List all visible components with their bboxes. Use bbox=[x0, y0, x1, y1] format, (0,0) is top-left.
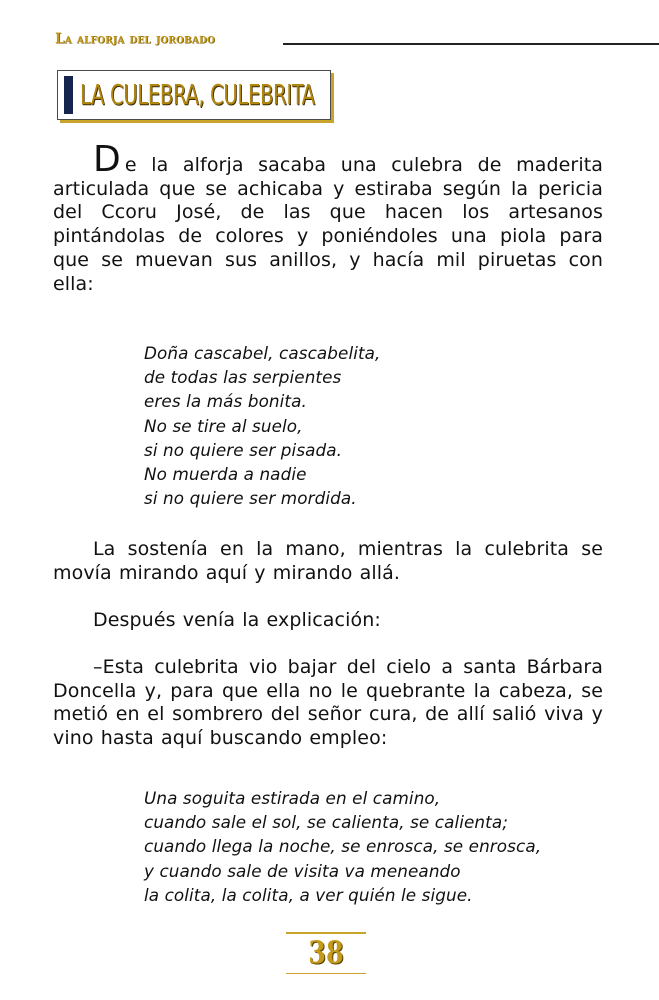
running-header bbox=[55, 28, 659, 52]
verse-line: y cuando sale de visita va meneando bbox=[144, 860, 461, 881]
drop-cap: D bbox=[93, 139, 121, 180]
verse-line: Doña cascabel, cascabelita, bbox=[144, 343, 381, 363]
section-heading-box bbox=[57, 70, 331, 120]
page-number-rule-top bbox=[286, 932, 366, 934]
verse-line: eres la más bonita. bbox=[144, 391, 307, 412]
verse-line: cuando sale el sol, se calienta, se calienta; bbox=[144, 812, 508, 833]
page-number: 38 bbox=[308, 935, 344, 971]
paragraph-1 bbox=[53, 139, 603, 296]
verse-line: si no quiere ser mordida. bbox=[144, 488, 357, 509]
section-title: LA CULEBRA, CULEBRITA bbox=[80, 78, 315, 111]
verse-line: No muerda a nadie bbox=[144, 464, 307, 485]
verse-line: No se tire al suelo, bbox=[144, 415, 303, 436]
verse-1 bbox=[144, 341, 380, 510]
verse-line: Una soguita estirada en el camino, bbox=[144, 788, 441, 808]
verse-line: si no quiere ser pisada. bbox=[144, 439, 343, 460]
section-heading-bar bbox=[64, 76, 73, 114]
page-number-rule-bottom bbox=[286, 973, 366, 975]
verse-line: la colita, la colita, a ver quién le sigue. bbox=[144, 884, 473, 905]
paragraph-1-text: e la alforja sacaba una culebra de maderita articulada que se achicaba y estiraba según la pericia del Ccoru José, de las que hacen los artesanos pintándolas de colores y poniéndoles una piola para que se muevan sus anillos, y hacía mil piruetas con ella: bbox=[53, 154, 603, 295]
paragraph-3: Después venía la explicación: bbox=[93, 609, 381, 631]
paragraph-4: –Esta culebrita vio bajar del cielo a santa Bárbara Doncella y, para que ella no le quebrante la cabeza, se metió en el sombrero del señor cura, de allí salió viva y vino hasta aquí buscando empleo: bbox=[53, 656, 603, 750]
verse-line: cuando llega la noche, se enrosca, se enrosca, bbox=[144, 836, 542, 857]
header-rule bbox=[283, 43, 659, 45]
paragraph-2: La sostenía en la mano, mientras la culebrita se movía mirando aquí y mirando allá. bbox=[53, 538, 603, 584]
verse-2 bbox=[144, 786, 541, 907]
running-title: La alforja del jorobado bbox=[55, 31, 216, 47]
verse-line: de todas las serpientes bbox=[144, 367, 342, 388]
page-number-block bbox=[286, 930, 366, 976]
